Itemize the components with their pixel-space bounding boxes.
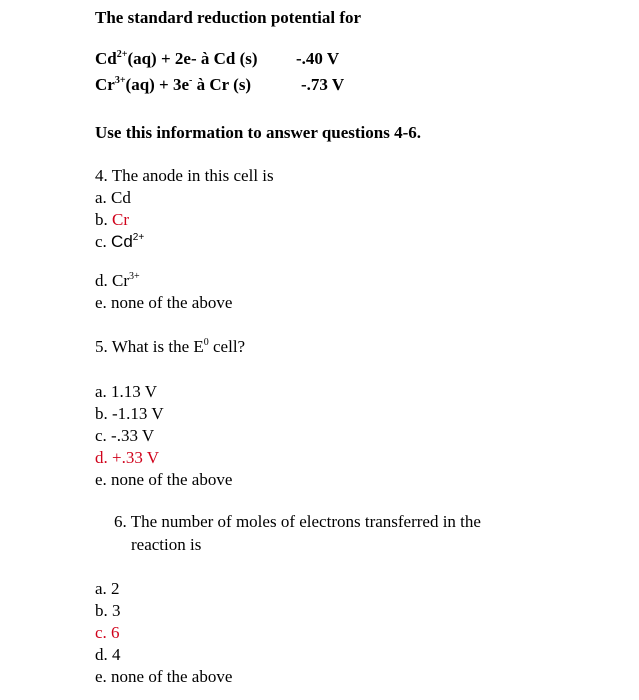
q4-option-c-ion: Cd: [111, 232, 133, 251]
q6-option-e: e. none of the above: [95, 667, 233, 686]
q6-option-a: a. 2: [95, 579, 120, 598]
reaction-cr-equation-end: à Cr (s): [192, 75, 252, 94]
q5-option-c: c. -.33 V: [95, 426, 155, 445]
instruction: Use this information to answer questions 4-6.: [95, 123, 422, 142]
q6-option-c: c. 6: [95, 623, 120, 642]
q5-option-b: b. -1.13 V: [95, 404, 164, 423]
q6-option-b: b. 3: [95, 601, 121, 620]
q5-question-suffix: cell?: [208, 337, 246, 356]
q4-option-d: [95, 271, 140, 291]
q4-question: 4. The anode in this cell is: [95, 166, 274, 185]
reaction-cd-charge: 2+: [116, 49, 128, 60]
q6-question-line2: reaction is: [131, 535, 202, 554]
q5-question-sup: 0: [203, 337, 209, 348]
q4-option-b-prefix: b.: [95, 210, 112, 229]
q4-option-c-prefix: c.: [95, 232, 112, 251]
reaction-cd-potential: -.40 V: [296, 49, 340, 68]
q5-option-d: d. +.33 V: [95, 448, 160, 467]
q4-option-c-charge: 2+: [132, 232, 145, 243]
reaction-cd-equation: (aq) + 2e- à Cd (s): [127, 49, 258, 68]
q4-option-d-prefix: d.: [95, 271, 112, 290]
reaction-cr-ion: Cr: [95, 75, 115, 94]
reaction-cr-charge: 3+: [114, 75, 126, 86]
q4-option-d-ion: Cr: [112, 271, 129, 290]
reaction-cr-equation-start: (aq) + 3e: [125, 75, 190, 94]
reaction-cr-potential: -.73 V: [301, 75, 345, 94]
q5-question: [95, 337, 245, 357]
reaction-cr-electron-sup: -: [189, 75, 193, 86]
q4-option-e: e. none of the above: [95, 293, 233, 312]
q6-option-d: d. 4: [95, 645, 121, 664]
q5-question-prefix: 5. What is the E: [95, 337, 204, 356]
reaction-cd-ion: Cd: [95, 49, 117, 68]
q5-option-e: e. none of the above: [95, 470, 233, 489]
reaction-cr: [95, 75, 251, 95]
heading: The standard reduction potential for: [95, 8, 362, 27]
q6-question-line1: 6. The number of moles of electrons transferred in the: [114, 512, 481, 531]
q4-option-d-charge: 3+: [129, 271, 140, 282]
q4-option-b-answer: Cr: [112, 210, 129, 229]
q5-option-a: a. 1.13 V: [95, 382, 158, 401]
q4-option-c: [95, 232, 144, 252]
q4-option-a: a. Cd: [95, 188, 131, 207]
reaction-cd: [95, 49, 258, 69]
q4-option-b: [95, 210, 129, 230]
